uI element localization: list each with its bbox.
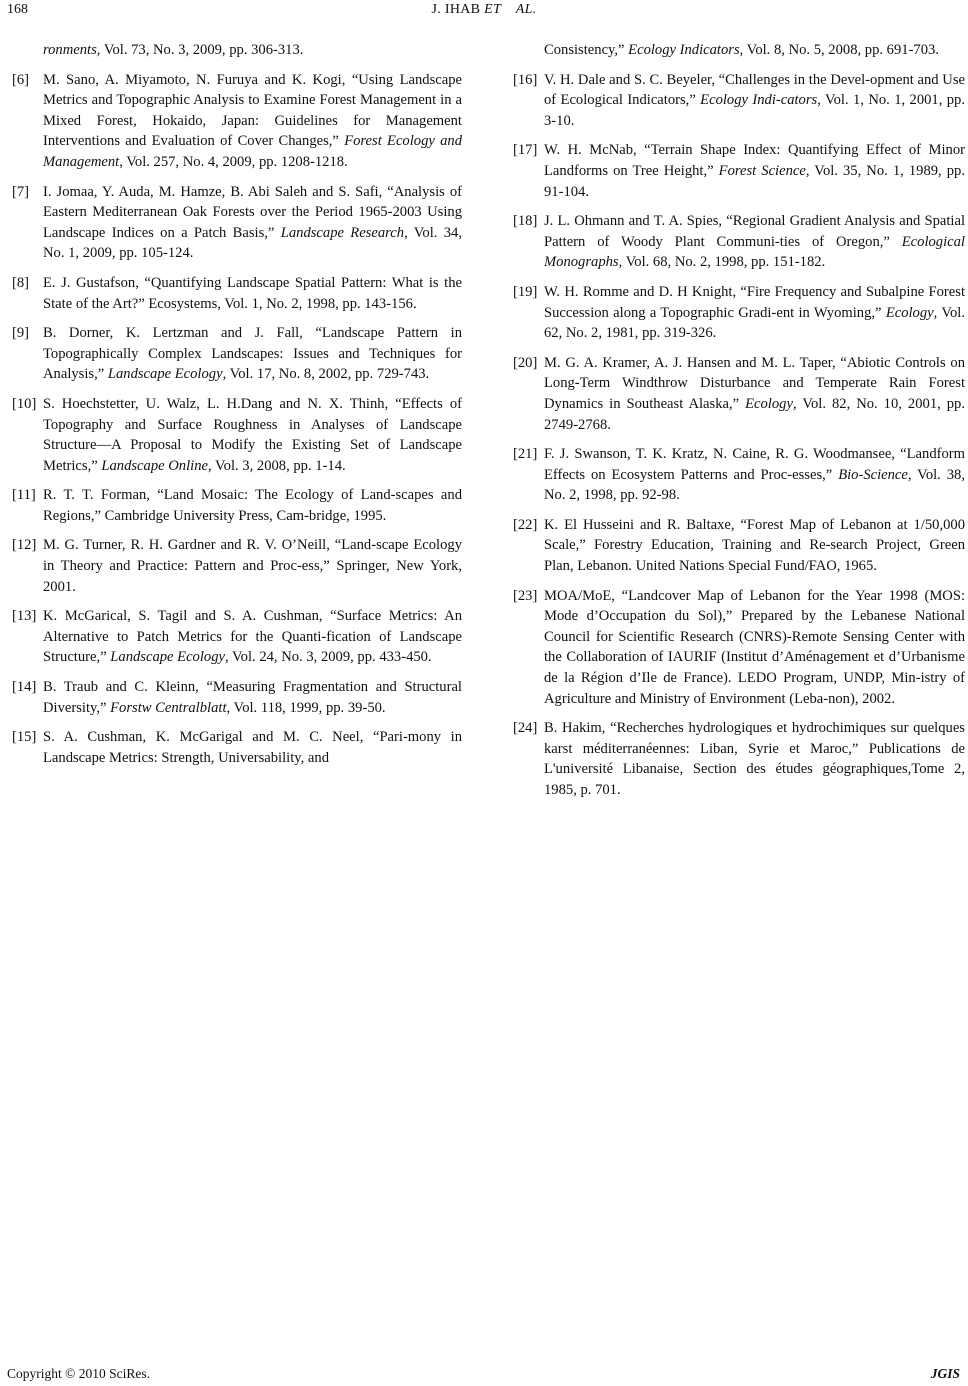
reference-number: [22] [513,516,538,533]
reference-number: [6] [12,71,30,88]
reference-text: B. Dorner, K. Lertzman and J. Fall, “Landscape Pattern in Topographically Complex Landscapes: Issues and Techniques for Analysis,” [43,325,462,383]
reference-text: M. G. A. Kramer, A. J. Hansen and M. L. Taper, “Abiotic Controls on Long-Term Windthrow Disturbance and Temperate Rain Forest Dynamics in Southeast Alaska,” [544,354,965,412]
reference-text: , Vol. 1, No. 1, 2001, pp. 3-10. [544,92,965,129]
left-column [12,40,462,777]
reference-source-title: Bio-Science [838,466,908,483]
reference-entry [12,606,462,668]
reference-body [544,140,965,202]
reference-number: [12] [12,537,37,554]
reference-body [43,606,462,668]
reference-text: Consistency,” [544,42,629,58]
reference-number: [21] [513,446,538,463]
reference-entry [513,586,965,710]
reference-entry [12,535,462,597]
reference-text: , Vol. 34, No. 1, 2009, pp. 105-124. [43,224,462,262]
reference-text: E. J. Gustafson, “Quantifying Landscape Spatial Pattern: What is the State of the Art?” Ecosystems, Vol. 1, No. 2, 1998, pp. 143-156. [43,274,462,312]
reference-entry [12,677,462,718]
reference-source-title: Forstw Centralblatt [110,699,227,716]
reference-body [43,273,462,314]
reference-source-title: Forest Science [718,162,806,179]
footer-journal: JGIS [930,1366,960,1381]
reference-number: [10] [12,395,37,412]
reference-number: [17] [513,142,538,159]
reference-number: [14] [12,679,37,696]
reference-number: [23] [513,587,538,604]
reference-text: , Vol. 82, No. 10, 2001, pp. 2749-2768. [544,395,965,433]
reference-body [544,211,965,273]
reference-text: , Vol. 17, No. 8, 2002, pp. 729-743. [222,366,430,383]
reference-number: [11] [12,487,36,504]
reference-text: V. H. Dale and S. C. Beyeler, “Challenges in the Devel-opment and Use of Ecological Indicators,” [544,71,965,109]
running-header [0,2,968,18]
reference-body [513,40,965,61]
right-column [513,40,965,810]
reference-entry [12,485,462,526]
footer-copyright: Copyright © 2010 SciRes. [7,1366,151,1381]
reference-number: [20] [513,354,538,371]
reference-entry [513,70,965,132]
reference-entry [12,727,462,768]
reference-body [43,182,462,264]
reference-text: M. G. Turner, R. H. Gardner and R. V. O’Neill, “Land-scape Ecology in Theory and Practice: Pattern and Proc-ess,” Springer, New York, 2001. [43,537,462,595]
reference-number: [7] [12,183,30,200]
reference-entry [12,273,462,314]
reference-number: [13] [12,608,37,625]
header-author: J. IHAB [431,2,481,17]
reference-source-title: ronments [43,42,97,58]
reference-body [544,718,965,800]
reference-number: [16] [513,71,538,88]
reference-body [43,70,462,173]
reference-text: I. Jomaa, Y. Auda, M. Hamze, B. Abi Saleh and S. Safi, “Analysis of Eastern Mediterranean Oak Forests over the Period 1965-2003 Using Landscape Indices on a Patch Basis,” [43,183,462,241]
reference-entry [12,182,462,264]
reference-body [43,727,462,768]
reference-source-title: Ecology [745,395,793,412]
reference-text: , Vol. 68, No. 2, 1998, pp. 151-182. [618,254,826,271]
reference-body [544,515,965,577]
reference-number: [18] [513,213,538,230]
reference-text: , Vol. 257, No. 4, 2009, pp. 1208-1218. [119,153,348,170]
reference-text: W. H. Romme and D. H Knight, “Fire Frequency and Subalpine Forest Succession along a Topographic Gradi-ent in Wyoming,” [544,283,965,321]
reference-entry [513,211,965,273]
reference-text: , Vol. 62, No. 2, 1981, pp. 319-326. [544,304,965,342]
reference-entry [513,353,965,435]
reference-entry [513,444,965,506]
reference-source-title: Ecological Monographs [544,233,965,271]
reference-text: B. Traub and C. Kleinn, “Measuring Fragmentation and Structural Diversity,” [43,679,462,716]
reference-text: K. El Husseini and R. Baltaxe, “Forest Map of Lebanon at 1/50,000 Scale,” Forestry Education, Training and Re-search Project, Green Plan, Lebanon. United Nations Special Fund/FAO, 1965. [544,516,965,575]
reference-text: S. Hoechstetter, U. Walz, L. H.Dang and N. X. Thinh, “Effects of Topography and Surface Roughness in Analyses of Landscape Structure—A Proposal to Modify the Existing Set of Landscape Metrics,” [43,395,462,474]
reference-entry [12,70,462,173]
reference-body [43,485,462,526]
reference-body [12,40,462,61]
reference-entry [513,282,965,344]
reference-text: , Vol. 118, 1999, pp. 39-50. [226,699,386,716]
reference-text: M. Sano, A. Miyamoto, N. Furuya and K. Kogi, “Using Landscape Metrics and Topographic Analysis to Examine Forest Management in a Mixed Forest, Hokaido, Japan: Guidelines for Management Interventions and Evaluation of Cover Changes,” [43,71,462,150]
reference-entry [513,140,965,202]
reference-source-title: Landscape Research [280,224,405,241]
reference-continuation [513,40,965,61]
reference-source-title: Ecology Indi-cators [700,92,818,109]
reference-body [544,353,965,435]
reference-entry [12,394,462,476]
reference-text: F. J. Swanson, T. K. Kratz, N. Caine, R. G. Woodmansee, “Landform Effects on Ecosystem Patterns and Proc-esses,” [544,446,965,483]
reference-text: , Vol. 3, 2008, pp. 1-14. [207,457,346,474]
reference-text: J. L. Ohmann and T. A. Spies, “Regional Gradient Analysis and Spatial Pattern of Woody Plant Communi-ties of Oregon,” [544,213,965,250]
reference-number: [9] [12,325,30,342]
reference-text: MOA/MoE, “Landcover Map of Lebanon for the Year 1998 (MOS: Mode d’Occupation du Sol),” Prepared by the Lebanese National Council for Scientific Research (CNRS)-Remote Sensing Center with the Collaboration of IAURIF (Institut d’Aménagement et d’Urbanisme de la Région d’Ile de France). LEDO Program, UNDP, Min-istry of Agriculture and Ministry of Environment (Leba-non), 2002. [544,587,965,707]
reference-entry [12,323,462,385]
reference-entry [513,718,965,800]
reference-text: , Vol. 35, No. 1, 1989, pp. 91-104. [544,162,965,200]
reference-number: [24] [513,720,538,737]
reference-source-title: Forest Ecology and Management [43,133,463,170]
reference-number: [15] [12,729,37,746]
reference-text: W. H. McNab, “Terrain Shape Index: Quantifying Effect of Minor Landforms on Tree Height,” [544,142,965,179]
reference-text: B. Hakim, “Recherches hydrologiques et hydrochimiques sur quelques karst méditerranéennes: Liban, Syrie et Maroc,” Publications de L'université Libanaise, Section des études géographiques,Tome 2, 1985, p. 701. [544,720,965,798]
reference-body [544,70,965,132]
reference-entry [513,515,965,577]
reference-text: K. McGarical, S. Tagil and S. A. Cushman, “Surface Metrics: An Alternative to Patch Metrics for the Quanti-fication of Landscape Structure,” [43,608,462,666]
reference-body [43,323,462,385]
reference-text: , Vol. 73, No. 3, 2009, pp. 306-313. [96,42,304,58]
reference-source-title: Landscape Ecology [107,366,223,383]
reference-body [43,394,462,476]
reference-body [544,282,965,344]
header-et-al: ET AL. [484,2,537,17]
reference-body [43,677,462,718]
reference-text: , Vol. 38, No. 2, 1998, pp. 92-98. [544,466,965,504]
reference-body [544,444,965,506]
reference-body [544,586,965,710]
reference-continuation [12,40,462,61]
reference-text: R. T. T. Forman, “Land Mosaic: The Ecology of Land-scapes and Regions,” Cambridge University Press, Cam-bridge, 1995. [43,487,462,524]
reference-source-title: Landscape Ecology [110,649,225,666]
reference-source-title: Landscape Online [101,457,208,474]
reference-number: [19] [513,283,538,300]
reference-text: S. A. Cushman, K. McGarigal and M. C. Neel, “Pari-mony in Landscape Metrics: Strength, Universability, and [43,729,462,766]
reference-text: , Vol. 8, No. 5, 2008, pp. 691-703. [739,42,939,58]
reference-number: [8] [12,274,30,291]
reference-source-title: Ecology Indicators [628,42,740,58]
reference-body [43,535,462,597]
page-number: 168 [7,2,28,17]
reference-source-title: Ecology [885,304,934,321]
reference-text: , Vol. 24, No. 3, 2009, pp. 433-450. [224,649,432,666]
